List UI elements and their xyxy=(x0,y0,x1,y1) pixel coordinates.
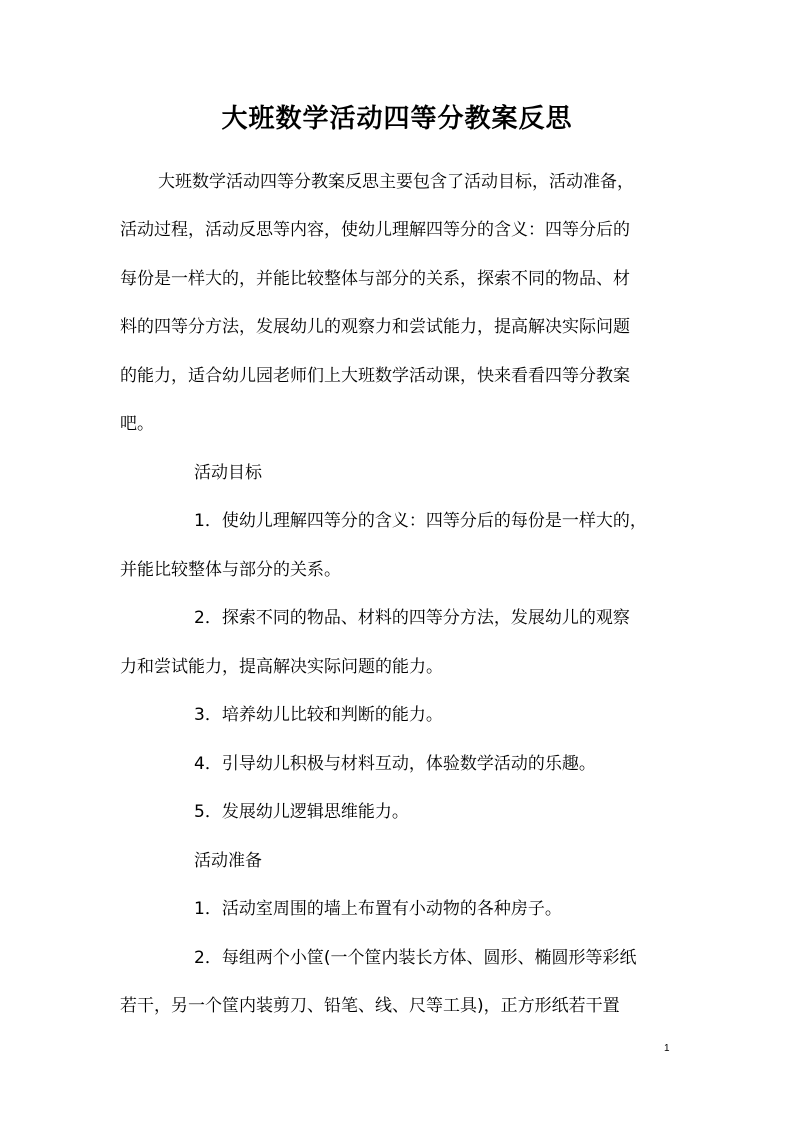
intro-line-1: 大班数学活动四等分教案反思主要包含了活动目标，活动准备， xyxy=(158,172,634,192)
intro-line-3: 每份是一样大的，并能比较整体与部分的关系，探索不同的物品、材 xyxy=(120,269,630,289)
prep-1: 1．活动室周围的墙上布置有小动物的各种房子。 xyxy=(194,899,562,919)
goal-2-line-2: 力和尝试能力，提高解决实际问题的能力。 xyxy=(120,657,443,677)
document-title: 大班数学活动四等分教案反思 xyxy=(221,104,573,134)
intro-line-4: 料的四等分方法，发展幼儿的观察力和尝试能力，提高解决实际问题 xyxy=(120,317,630,337)
intro-line-5: 的能力，适合幼儿园老师们上大班数学活动课，快来看看四等分教案 xyxy=(120,366,630,386)
goal-2-line-1: 2．探索不同的物品、材料的四等分方法，发展幼儿的观察 xyxy=(194,608,630,628)
goal-1-line-2: 并能比较整体与部分的关系。 xyxy=(120,560,341,580)
intro-line-6: 吧。 xyxy=(120,414,154,434)
section-heading-goals: 活动目标 xyxy=(194,463,262,483)
prep-2-line-2: 若干，另一个筐内装剪刀、铅笔、线、尺等工具)，正方形纸若干置 xyxy=(120,996,620,1016)
goal-5: 5．发展幼儿逻辑思维能力。 xyxy=(194,802,409,822)
prep-2-line-1: 2．每组两个小筐(一个筐内装长方体、圆形、椭圆形等彩纸 xyxy=(194,948,637,968)
page-number: 1 xyxy=(664,1043,670,1054)
goal-1-line-1: 1．使幼儿理解四等分的含义：四等分后的每份是一样大的， xyxy=(194,511,647,531)
goal-3: 3．培养幼儿比较和判断的能力。 xyxy=(194,705,443,725)
section-heading-preparation: 活动准备 xyxy=(194,851,262,871)
goal-4: 4．引导幼儿积极与材料互动，体验数学活动的乐趣。 xyxy=(194,754,596,774)
intro-line-2: 活动过程，活动反思等内容，使幼儿理解四等分的含义：四等分后的 xyxy=(120,220,630,240)
